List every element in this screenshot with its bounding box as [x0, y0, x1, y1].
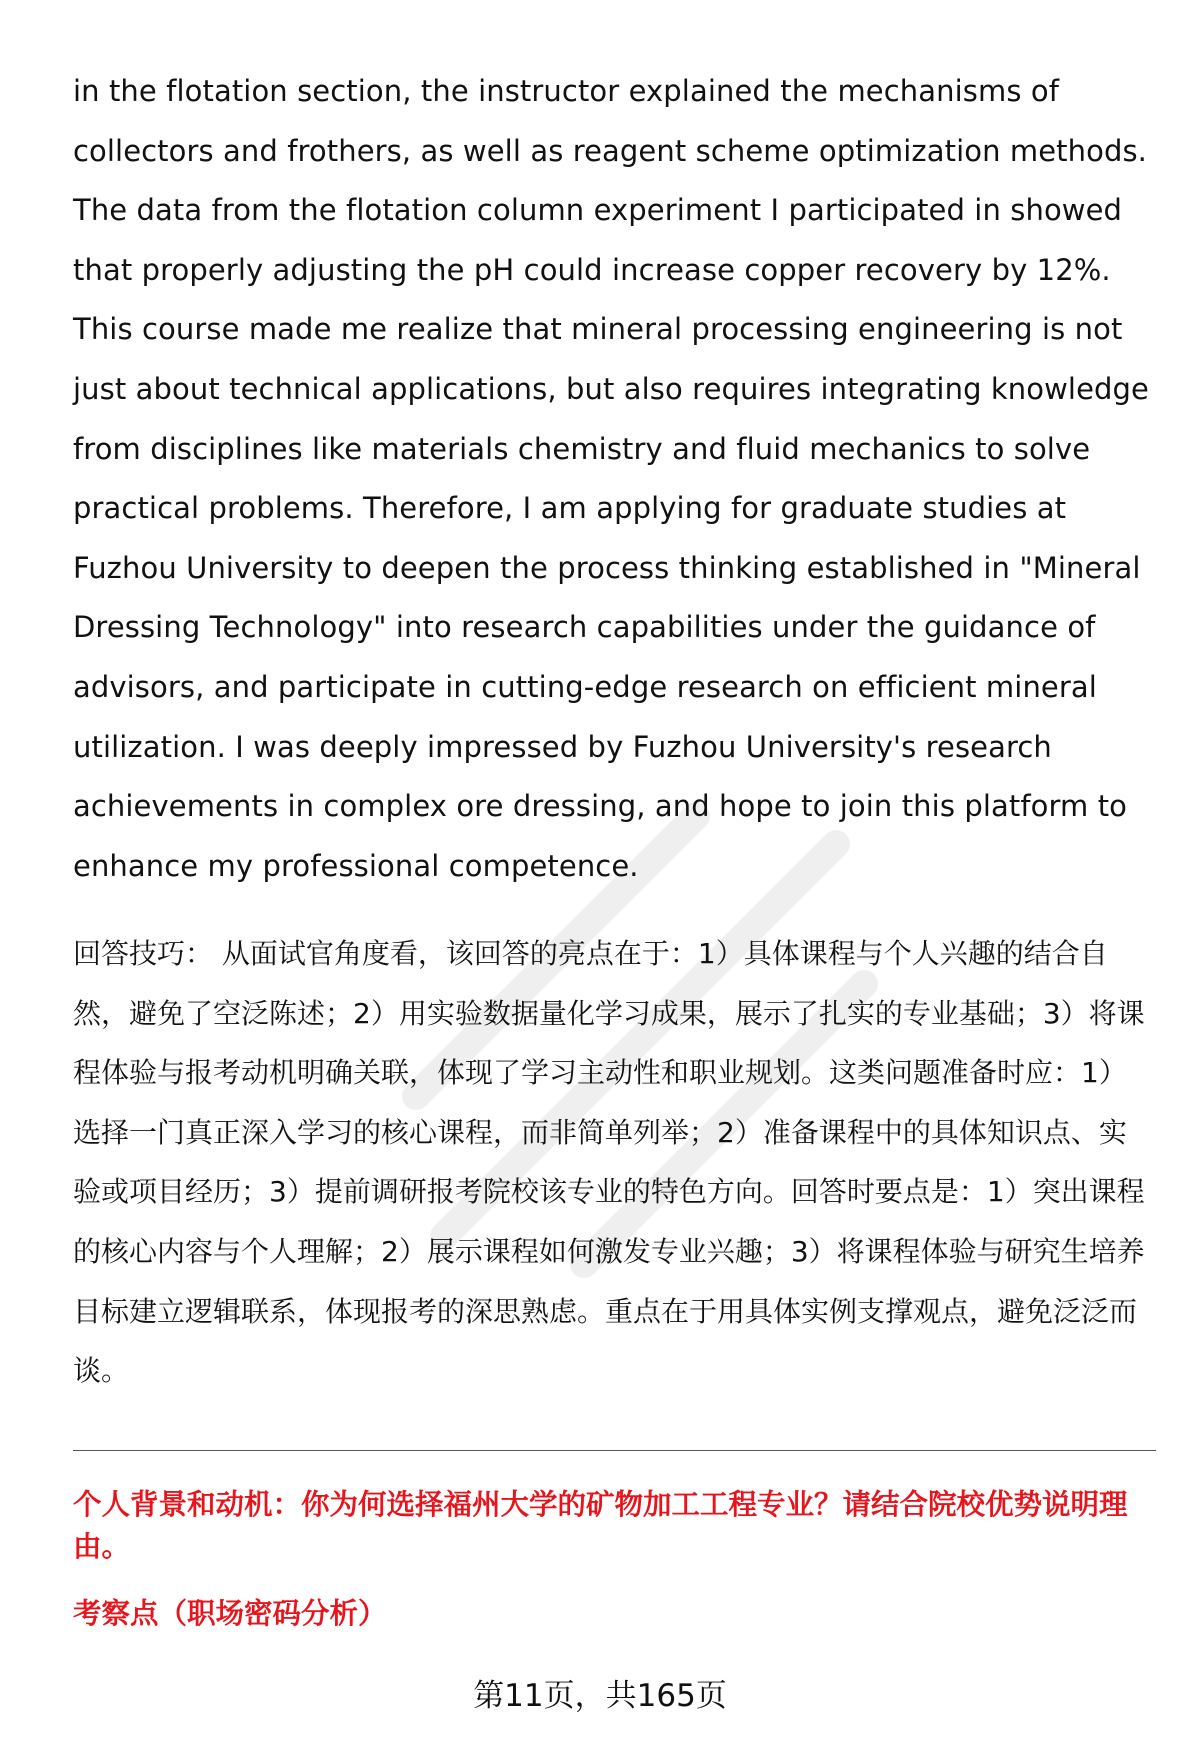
- question-heading: 个人背景和动机：你为何选择福州大学的矿物加工工程专业？请结合院校优势说明理由。: [73, 1488, 1128, 1563]
- answer-paragraph: in the flotation section, the instructor explained the mechanisms of collectors and frothers, as well as reagent scheme optimization methods. The data from the flotation column experiment I participated in showed that properly adjusting the pH could increase copper recovery by 12%. This course made me realize that mineral processing engineering is not just about technical applications, but also requires integrating knowledge from disciplines like materials chemistry and fluid mechanics to solve practical problems. Therefore, I am applying for graduate studies at Fuzhou University to deepen the process thinking established in "Mineral Dressing Technology" into research capabilities under the guidance of advisors, and participate in cutting-edge research on efficient mineral utilization. I was deeply impressed by Fuzhou University's research achievements in complex ore dressing, and hope to join this platform to enhance my professional competence.: [73, 74, 1149, 883]
- section-divider: [73, 1450, 1156, 1451]
- answer-tips-paragraph: 回答技巧： 从面试官角度看，该回答的亮点在于：1）具体课程与个人兴趣的结合自然，避免了空泛陈述；2）用实验数据量化学习成果，展示了扎实的专业基础；3）将课程体验与报考动机明确关联，体现了学习主动性和职业规划。这类问题准备时应：1）选择一门真正深入学习的核心课程，而非简单列举；2）准备课程中的具体知识点、实验或项目经历；3）提前调研报考院校该专业的特色方向。回答时要点是：1）突出课程的核心内容与个人理解；2）展示课程如何激发专业兴趣；3）将课程体验与研究生培养目标建立逻辑联系，体现报考的深思熟虑。重点在于用具体实例支撑观点，避免泛泛而谈。: [73, 937, 1145, 1388]
- assessment-points-heading: 考察点（职场密码分析）: [73, 1597, 387, 1630]
- page-number: 第11页，共165页: [473, 1678, 727, 1714]
